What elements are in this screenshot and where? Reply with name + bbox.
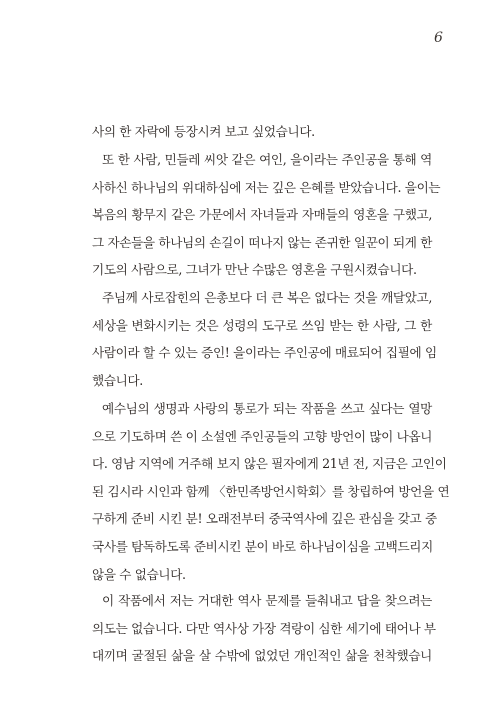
text-line: 이 작품에서 저는 거대한 역사 문제를 들춰내고 답을 찾으려는 [102,593,432,608]
page-number: 6 [434,30,443,46]
text-line: 또 한 사람, 민들레 씨앗 같은 여인, 을이라는 주인공을 통해 역 [102,152,432,167]
text-line: 예수님의 생명과 사랑의 통로가 되는 작품을 쓰고 싶다는 열망 [102,401,432,416]
text-line: 사의 한 자락에 등장시켜 보고 싶었습니다. [92,124,315,139]
paragraph-2 [92,146,441,284]
paragraph-5 [92,587,436,670]
paragraph-1 [92,118,432,146]
text-line: 의도는 없습니다. 다만 역사상 가장 격랑이 심한 세기에 태어나 부 [92,620,436,636]
text-line: 주님께 사로잡힌의 은총보다 더 큰 복은 없다는 것을 깨달았고, [102,290,432,305]
text-line: 기도의 사람으로, 그녀가 만난 수많은 영혼을 구원시켰습니다. [92,262,417,278]
text-line: 사하신 하나님의 위대하심에 저는 깊은 은혜를 받았습니다. 을이는 [92,179,441,195]
text-line: 복음의 황무지 같은 가문에서 자녀들과 자매들의 영혼을 구했고, [92,207,432,223]
paragraph-4 [92,395,450,588]
text-line: 않을 수 없습니다. [92,566,186,582]
text-line: 했습니다. [92,372,143,388]
text-line: 된 김시라 시인과 함께 〈한민족방언시학회〉를 창립하여 방언을 연 [92,483,450,499]
text-line: 대끼며 굴절된 삶을 살 수밖에 없었던 개인적인 삶을 천착했습니 [92,648,432,664]
text-line: 다. 영남 지역에 거주해 보지 않은 필자에게 21년 전, 지금은 고인이 [92,456,447,472]
text-line: 구하게 준비 시킨 분! 오래전부터 중국역사에 깊은 관심을 갖고 중 [92,511,437,527]
text-line: 그 자손들을 하나님의 손길이 떠나지 않는 존귀한 일꾼이 되게 한 [92,234,433,250]
paragraph-3 [92,284,437,394]
text-line: 국사를 탐독하도록 준비시킨 분이 바로 하나님이심을 고백드리지 [92,538,433,554]
text-line: 사람이라 할 수 있는 증인! 을이라는 주인공에 매료되어 집필에 임 [92,345,437,361]
text-line: 세상을 변화시키는 것은 성령의 도구로 쓰임 받는 한 사람, 그 한 [92,317,432,333]
text-line: 으로 기도하며 쓴 이 소설엔 주인공들의 고향 방언이 많이 나옵니 [92,428,433,444]
